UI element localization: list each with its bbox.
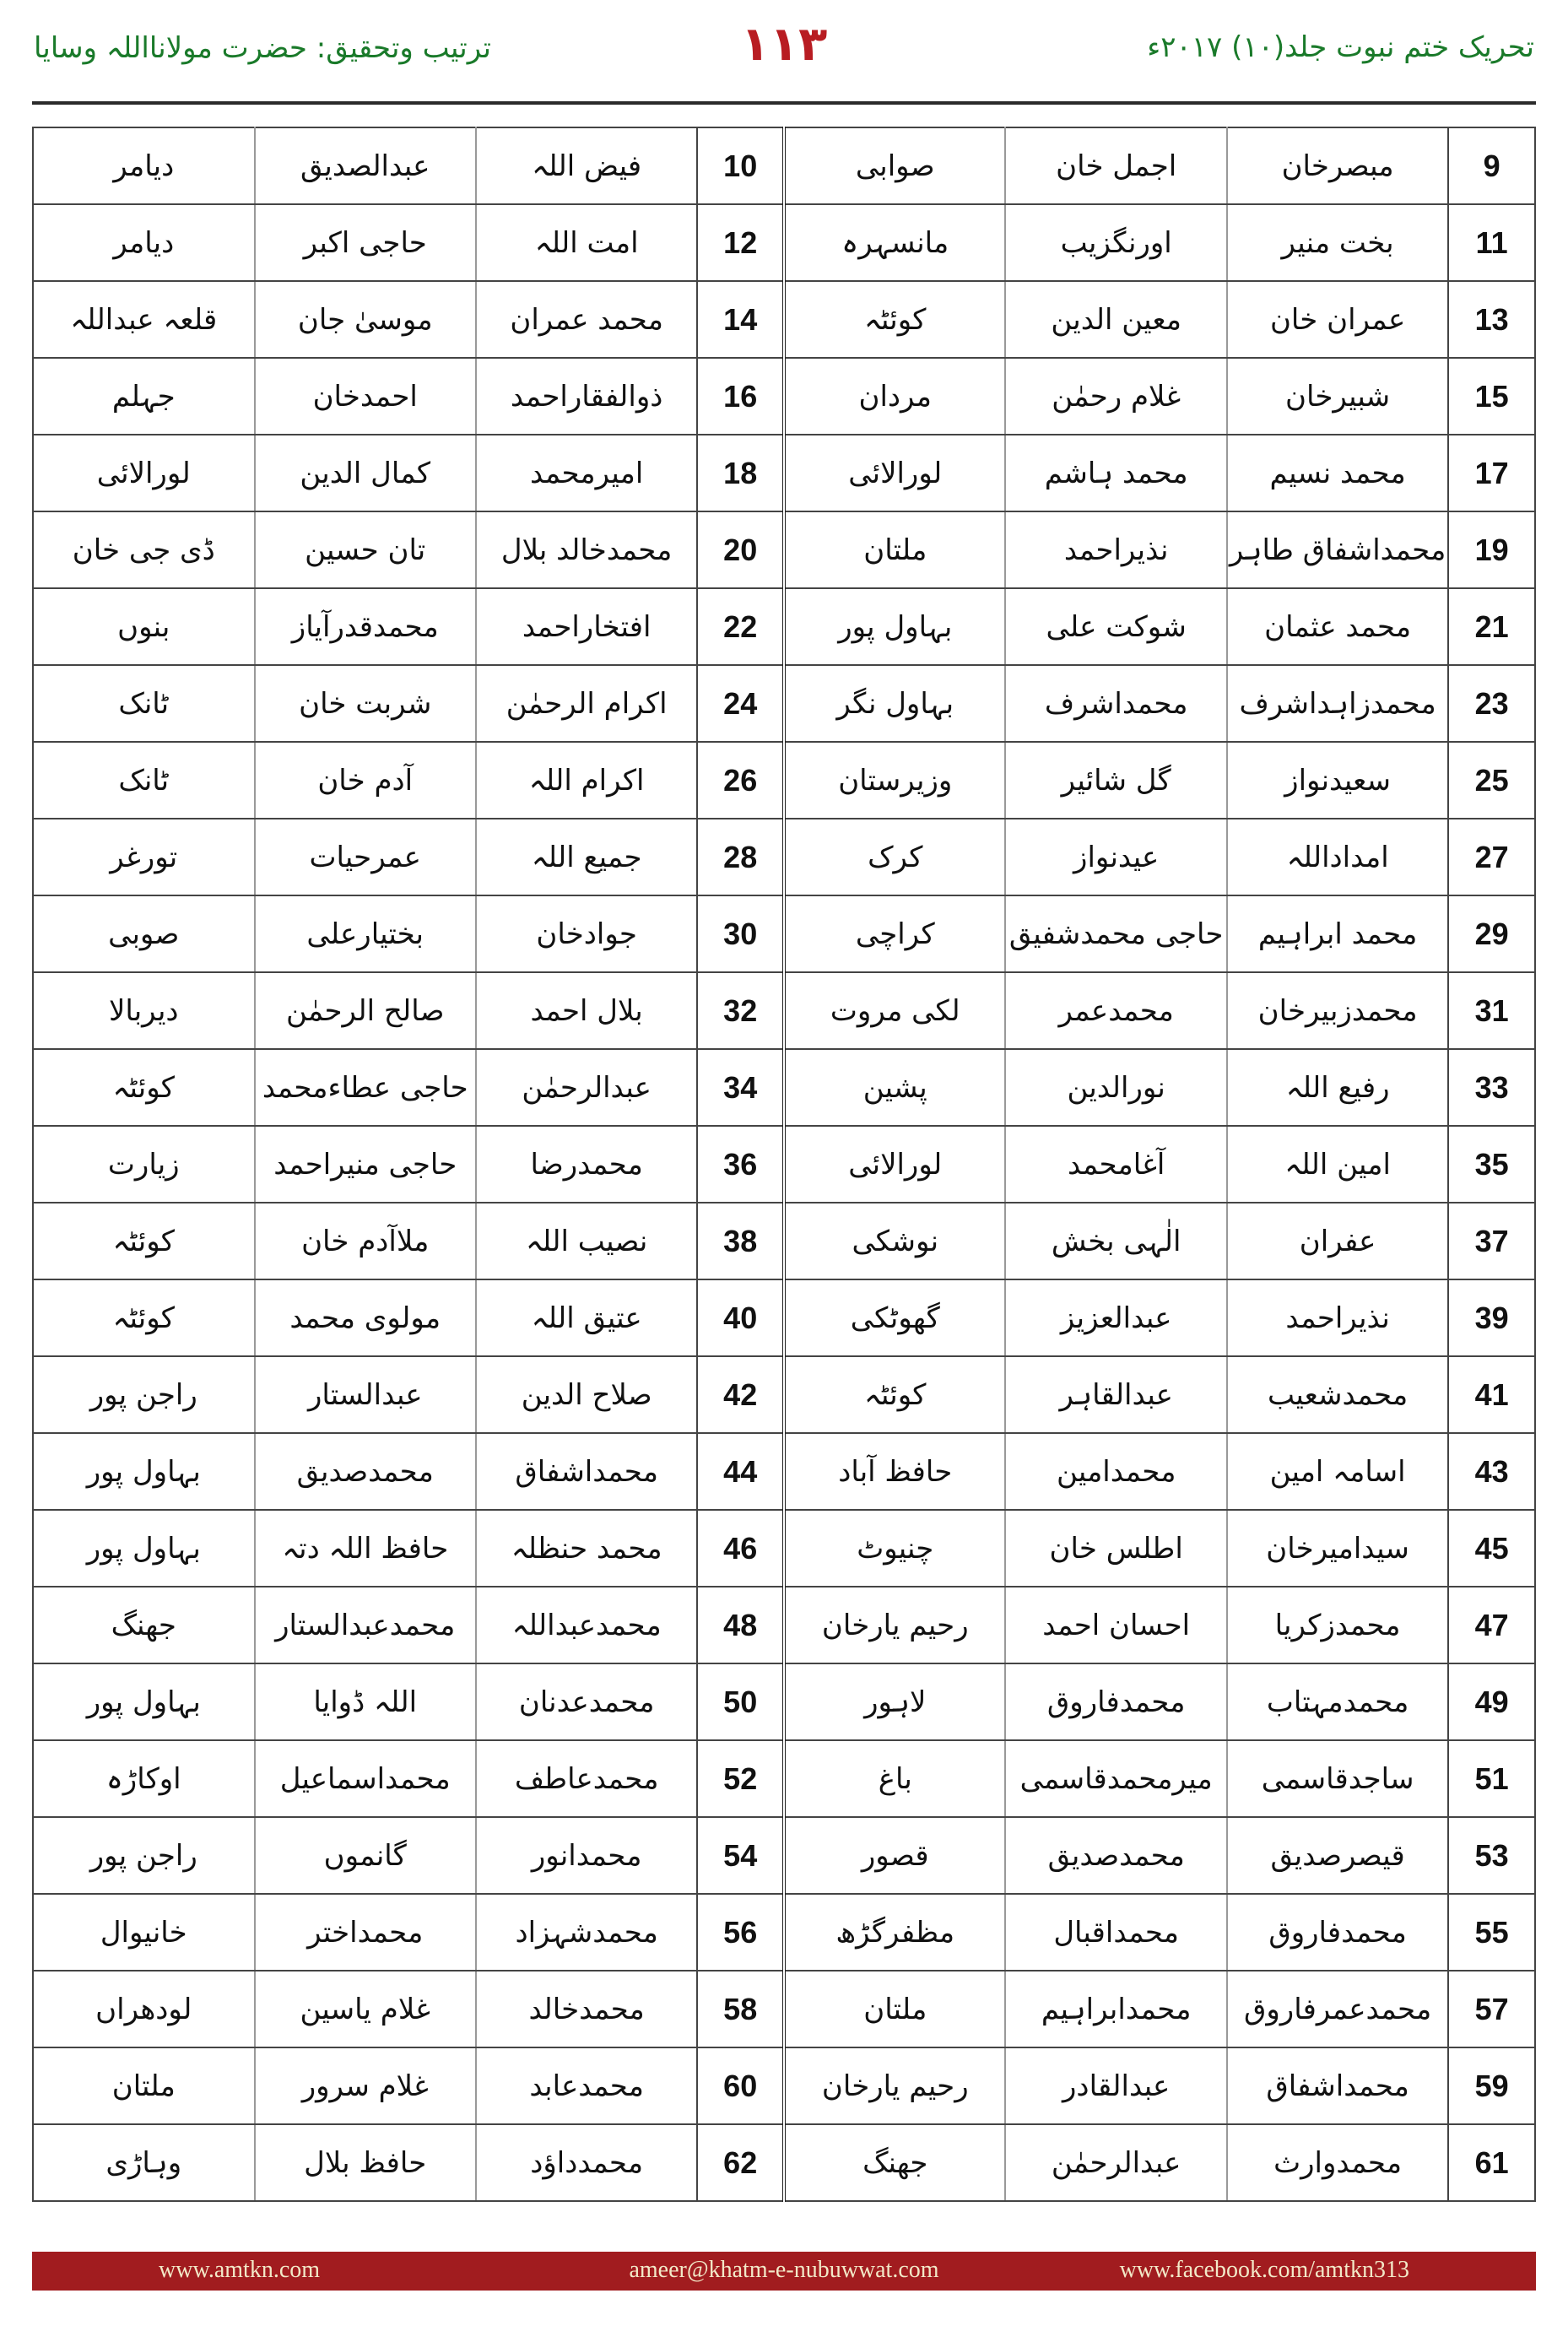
- father-name: حافظ بلال: [255, 2124, 476, 2201]
- serial-number: 34: [697, 1049, 784, 1126]
- father-name: عبدالقاہر: [1005, 1356, 1226, 1433]
- father-name: عبدالقادر: [1005, 2047, 1226, 2124]
- person-name: صلاح الدین: [476, 1356, 697, 1433]
- serial-number: 59: [1448, 2047, 1535, 2124]
- serial-number: 47: [1448, 1587, 1535, 1663]
- city-name: ڈی جی خان: [33, 511, 255, 588]
- serial-number: 16: [697, 358, 784, 435]
- city-name: وزیرستان: [784, 742, 1005, 819]
- person-name: فیض اللہ: [476, 127, 697, 204]
- serial-number: 11: [1448, 204, 1535, 281]
- city-name: وہاڑی: [33, 2124, 255, 2201]
- father-name: محمدعمر: [1005, 972, 1226, 1049]
- city-name: کوئٹہ: [784, 281, 1005, 358]
- page-header: [0, 0, 1568, 101]
- person-name: محمدانور: [476, 1817, 697, 1894]
- city-name: جہلم: [33, 358, 255, 435]
- city-name: جھنگ: [784, 2124, 1005, 2201]
- father-name: محمداقبال: [1005, 1894, 1226, 1971]
- city-name: مردان: [784, 358, 1005, 435]
- city-name: باغ: [784, 1740, 1005, 1817]
- names-table: [32, 127, 1536, 2202]
- person-name: قیصرصدیق: [1227, 1817, 1448, 1894]
- serial-number: 24: [697, 665, 784, 742]
- book-title: تحریک ختم نبوت جلد(۱۰) ۲۰۱۷ء: [1147, 30, 1534, 64]
- serial-number: 9: [1448, 127, 1535, 204]
- serial-number: 50: [697, 1663, 784, 1740]
- father-name: آدم خان: [255, 742, 476, 819]
- table-row: [33, 1740, 1535, 1817]
- father-name: شربت خان: [255, 665, 476, 742]
- table-row: [33, 511, 1535, 588]
- table-row: [33, 1663, 1535, 1740]
- city-name: گھوٹکی: [784, 1279, 1005, 1356]
- serial-number: 23: [1448, 665, 1535, 742]
- city-name: قلعہ عبداللہ: [33, 281, 255, 358]
- serial-number: 22: [697, 588, 784, 665]
- person-name: محمدداؤد: [476, 2124, 697, 2201]
- person-name: محمدعاطف: [476, 1740, 697, 1817]
- person-name: عتیق اللہ: [476, 1279, 697, 1356]
- serial-number: 13: [1448, 281, 1535, 358]
- serial-number: 14: [697, 281, 784, 358]
- father-name: مولوی محمد: [255, 1279, 476, 1356]
- city-name: زیارت: [33, 1126, 255, 1203]
- table-row: [33, 2124, 1535, 2201]
- table-row: [33, 895, 1535, 972]
- father-name: شوکت علی: [1005, 588, 1226, 665]
- person-name: عفران: [1227, 1203, 1448, 1279]
- city-name: مظفرگڑھ: [784, 1894, 1005, 1971]
- person-name: امیرمحمد: [476, 435, 697, 511]
- city-name: صوبی: [33, 895, 255, 972]
- table-row: [33, 1894, 1535, 1971]
- person-name: محمداشفاق: [476, 1433, 697, 1510]
- table-row: [33, 665, 1535, 742]
- header-divider: [32, 101, 1536, 105]
- person-name: رفیع اللہ: [1227, 1049, 1448, 1126]
- person-name: محمد حنظلہ: [476, 1510, 697, 1587]
- serial-number: 37: [1448, 1203, 1535, 1279]
- serial-number: 29: [1448, 895, 1535, 972]
- city-name: تورغر: [33, 819, 255, 895]
- serial-number: 55: [1448, 1894, 1535, 1971]
- table-row: [33, 819, 1535, 895]
- serial-number: 41: [1448, 1356, 1535, 1433]
- city-name: چنیوٹ: [784, 1510, 1005, 1587]
- person-name: اسامہ امین: [1227, 1433, 1448, 1510]
- father-name: احمدخان: [255, 358, 476, 435]
- father-name: حاجی عطاءمحمد: [255, 1049, 476, 1126]
- city-name: کوئٹہ: [784, 1356, 1005, 1433]
- city-name: صوابی: [784, 127, 1005, 204]
- table-row: [33, 1971, 1535, 2047]
- table-row: [33, 972, 1535, 1049]
- father-name: عبدالعزیز: [1005, 1279, 1226, 1356]
- serial-number: 57: [1448, 1971, 1535, 2047]
- father-name: موسیٰ جان: [255, 281, 476, 358]
- person-name: عبدالرحمٰن: [476, 1049, 697, 1126]
- serial-number: 56: [697, 1894, 784, 1971]
- serial-number: 48: [697, 1587, 784, 1663]
- serial-number: 40: [697, 1279, 784, 1356]
- compiler-credit: ترتیب وتحقیق: حضرت مولانااللہ وسایا: [34, 31, 491, 65]
- serial-number: 61: [1448, 2124, 1535, 2201]
- father-name: غلام سرور: [255, 2047, 476, 2124]
- father-name: محمدقدرآیاز: [255, 588, 476, 665]
- city-name: دیربالا: [33, 972, 255, 1049]
- father-name: محمدفاروق: [1005, 1663, 1226, 1740]
- person-name: محمدخالد: [476, 1971, 697, 2047]
- father-name: محمداشرف: [1005, 665, 1226, 742]
- table-row: [33, 742, 1535, 819]
- father-name: اورنگزیب: [1005, 204, 1226, 281]
- person-name: امت اللہ: [476, 204, 697, 281]
- person-name: نذیراحمد: [1227, 1279, 1448, 1356]
- serial-number: 54: [697, 1817, 784, 1894]
- father-name: محمداختر: [255, 1894, 476, 1971]
- father-name: نورالدین: [1005, 1049, 1226, 1126]
- table-row: [33, 1279, 1535, 1356]
- serial-number: 49: [1448, 1663, 1535, 1740]
- table-row: [33, 127, 1535, 204]
- city-name: لورالائی: [784, 435, 1005, 511]
- person-name: ساجدقاسمی: [1227, 1740, 1448, 1817]
- serial-number: 31: [1448, 972, 1535, 1049]
- table-row: [33, 588, 1535, 665]
- person-name: محمدعابد: [476, 2047, 697, 2124]
- father-name: محمدابراہیم: [1005, 1971, 1226, 2047]
- person-name: اکرام اللہ: [476, 742, 697, 819]
- person-name: محمد نسیم: [1227, 435, 1448, 511]
- city-name: راجن پور: [33, 1817, 255, 1894]
- serial-number: 26: [697, 742, 784, 819]
- serial-number: 38: [697, 1203, 784, 1279]
- city-name: بہاول پور: [33, 1510, 255, 1587]
- serial-number: 12: [697, 204, 784, 281]
- table-row: [33, 1049, 1535, 1126]
- city-name: راجن پور: [33, 1356, 255, 1433]
- city-name: کرک: [784, 819, 1005, 895]
- serial-number: 51: [1448, 1740, 1535, 1817]
- person-name: محمدزکریا: [1227, 1587, 1448, 1663]
- person-name: نصیب اللہ: [476, 1203, 697, 1279]
- serial-number: 42: [697, 1356, 784, 1433]
- father-name: نذیراحمد: [1005, 511, 1226, 588]
- table-row: [33, 1510, 1535, 1587]
- person-name: جوادخان: [476, 895, 697, 972]
- city-name: کوئٹہ: [33, 1203, 255, 1279]
- table-row: [33, 1433, 1535, 1510]
- person-name: محمدخالد بلال: [476, 511, 697, 588]
- father-name: غلام یاسین: [255, 1971, 476, 2047]
- serial-number: 60: [697, 2047, 784, 2124]
- serial-number: 30: [697, 895, 784, 972]
- father-name: میرمحمدقاسمی: [1005, 1740, 1226, 1817]
- serial-number: 46: [697, 1510, 784, 1587]
- page-footer: [32, 2252, 1536, 2291]
- city-name: ٹانک: [33, 665, 255, 742]
- serial-number: 45: [1448, 1510, 1535, 1587]
- city-name: نوشکی: [784, 1203, 1005, 1279]
- person-name: محمد عثمان: [1227, 588, 1448, 665]
- serial-number: 33: [1448, 1049, 1535, 1126]
- father-name: محمدعبدالستار: [255, 1587, 476, 1663]
- person-name: محمداشفاق: [1227, 2047, 1448, 2124]
- serial-number: 18: [697, 435, 784, 511]
- person-name: محمدزبیرخان: [1227, 972, 1448, 1049]
- father-name: گل شائیر: [1005, 742, 1226, 819]
- father-name: ملاآدم خان: [255, 1203, 476, 1279]
- serial-number: 58: [697, 1971, 784, 2047]
- table-row: [33, 1126, 1535, 1203]
- person-name: محمدشہزاد: [476, 1894, 697, 1971]
- table-row: [33, 358, 1535, 435]
- father-name: اطلس خان: [1005, 1510, 1226, 1587]
- city-name: ملتان: [33, 2047, 255, 2124]
- email-link[interactable]: ameer@khatm-e-nubuwwat.com: [629, 2257, 939, 2283]
- city-name: کوئٹہ: [33, 1279, 255, 1356]
- serial-number: 52: [697, 1740, 784, 1817]
- serial-number: 21: [1448, 588, 1535, 665]
- person-name: اکرام الرحمٰن: [476, 665, 697, 742]
- father-name: الٰہی بخش: [1005, 1203, 1226, 1279]
- city-name: لورالائی: [33, 435, 255, 511]
- city-name: اوکاڑہ: [33, 1740, 255, 1817]
- person-name: افتخاراحمد: [476, 588, 697, 665]
- table-row: [33, 2047, 1535, 2124]
- serial-number: 32: [697, 972, 784, 1049]
- table-row: [33, 435, 1535, 511]
- table-row: [33, 1587, 1535, 1663]
- serial-number: 10: [697, 127, 784, 204]
- person-name: بلال احمد: [476, 972, 697, 1049]
- father-name: بختیارعلی: [255, 895, 476, 972]
- serial-number: 39: [1448, 1279, 1535, 1356]
- city-name: حافظ آباد: [784, 1433, 1005, 1510]
- father-name: عبدالستار: [255, 1356, 476, 1433]
- person-name: محمدفاروق: [1227, 1894, 1448, 1971]
- person-name: محمدعبداللہ: [476, 1587, 697, 1663]
- serial-number: 44: [697, 1433, 784, 1510]
- serial-number: 25: [1448, 742, 1535, 819]
- city-name: ٹانک: [33, 742, 255, 819]
- person-name: سیدامیرخان: [1227, 1510, 1448, 1587]
- table-row: [33, 1817, 1535, 1894]
- page-number: ۱۱۳: [740, 17, 828, 72]
- person-name: محمدعدنان: [476, 1663, 697, 1740]
- father-name: عبدالصدیق: [255, 127, 476, 204]
- person-name: محمدزاہداشرف: [1227, 665, 1448, 742]
- father-name: محمدامین: [1005, 1433, 1226, 1510]
- city-name: بنوں: [33, 588, 255, 665]
- father-name: غلام رحمٰن: [1005, 358, 1226, 435]
- father-name: آغامحمد: [1005, 1126, 1226, 1203]
- father-name: عبدالرحمٰن: [1005, 2124, 1226, 2201]
- serial-number: 17: [1448, 435, 1535, 511]
- person-name: جمیع اللہ: [476, 819, 697, 895]
- city-name: دیامر: [33, 204, 255, 281]
- serial-number: 19: [1448, 511, 1535, 588]
- city-name: لورالائی: [784, 1126, 1005, 1203]
- serial-number: 35: [1448, 1126, 1535, 1203]
- serial-number: 28: [697, 819, 784, 895]
- city-name: جھنگ: [33, 1587, 255, 1663]
- father-name: اجمل خان: [1005, 127, 1226, 204]
- city-name: رحیم یارخان: [784, 1587, 1005, 1663]
- city-name: بہاول نگر: [784, 665, 1005, 742]
- serial-number: 36: [697, 1126, 784, 1203]
- person-name: محمد عمران: [476, 281, 697, 358]
- person-name: شبیرخان: [1227, 358, 1448, 435]
- serial-number: 43: [1448, 1433, 1535, 1510]
- city-name: کراچی: [784, 895, 1005, 972]
- city-name: ملتان: [784, 1971, 1005, 2047]
- person-name: عمران خان: [1227, 281, 1448, 358]
- city-name: خانیوال: [33, 1894, 255, 1971]
- person-name: ذوالفقاراحمد: [476, 358, 697, 435]
- person-name: مبصرخان: [1227, 127, 1448, 204]
- father-name: عیدنواز: [1005, 819, 1226, 895]
- father-name: محمداسماعیل: [255, 1740, 476, 1817]
- person-name: محمدوارث: [1227, 2124, 1448, 2201]
- city-name: لکی مروت: [784, 972, 1005, 1049]
- city-name: پشین: [784, 1049, 1005, 1126]
- father-name: محمدصدیق: [255, 1433, 476, 1510]
- person-name: امین اللہ: [1227, 1126, 1448, 1203]
- serial-number: 62: [697, 2124, 784, 2201]
- father-name: صالح الرحمٰن: [255, 972, 476, 1049]
- person-name: محمد ابراہیم: [1227, 895, 1448, 972]
- father-name: گانموں: [255, 1817, 476, 1894]
- facebook-link[interactable]: www.facebook.com/amtkn313: [1119, 2257, 1409, 2283]
- table-row: [33, 204, 1535, 281]
- city-name: قصور: [784, 1817, 1005, 1894]
- city-name: دیامر: [33, 127, 255, 204]
- father-name: حاجی محمدشفیق: [1005, 895, 1226, 972]
- serial-number: 15: [1448, 358, 1535, 435]
- father-name: معین الدین: [1005, 281, 1226, 358]
- city-name: بہاول پور: [33, 1663, 255, 1740]
- father-name: محمد ہاشم: [1005, 435, 1226, 511]
- father-name: محمدصدیق: [1005, 1817, 1226, 1894]
- city-name: لودھراں: [33, 1971, 255, 2047]
- person-name: سعیدنواز: [1227, 742, 1448, 819]
- person-name: امداداللہ: [1227, 819, 1448, 895]
- serial-number: 20: [697, 511, 784, 588]
- city-name: لاہور: [784, 1663, 1005, 1740]
- father-name: اللہ ڈوایا: [255, 1663, 476, 1740]
- person-name: محمدشعیب: [1227, 1356, 1448, 1433]
- father-name: عمرحیات: [255, 819, 476, 895]
- father-name: حاجی اکبر: [255, 204, 476, 281]
- father-name: تان حسین: [255, 511, 476, 588]
- city-name: کوئٹہ: [33, 1049, 255, 1126]
- city-name: رحیم یارخان: [784, 2047, 1005, 2124]
- serial-number: 53: [1448, 1817, 1535, 1894]
- person-name: محمدمہتاب: [1227, 1663, 1448, 1740]
- city-name: بہاول پور: [784, 588, 1005, 665]
- serial-number: 27: [1448, 819, 1535, 895]
- city-name: بہاول پور: [33, 1433, 255, 1510]
- city-name: ملتان: [784, 511, 1005, 588]
- person-name: محمداشفاق طاہر: [1227, 511, 1448, 588]
- table-row: [33, 1203, 1535, 1279]
- father-name: احسان احمد: [1005, 1587, 1226, 1663]
- father-name: حافظ اللہ دتہ: [255, 1510, 476, 1587]
- website-link[interactable]: www.amtkn.com: [159, 2257, 321, 2283]
- person-name: محمدرضا: [476, 1126, 697, 1203]
- table-row: [33, 1356, 1535, 1433]
- person-name: بخت منیر: [1227, 204, 1448, 281]
- father-name: کمال الدین: [255, 435, 476, 511]
- city-name: مانسہرہ: [784, 204, 1005, 281]
- father-name: حاجی منیراحمد: [255, 1126, 476, 1203]
- person-name: محمدعمرفاروق: [1227, 1971, 1448, 2047]
- table-row: [33, 281, 1535, 358]
